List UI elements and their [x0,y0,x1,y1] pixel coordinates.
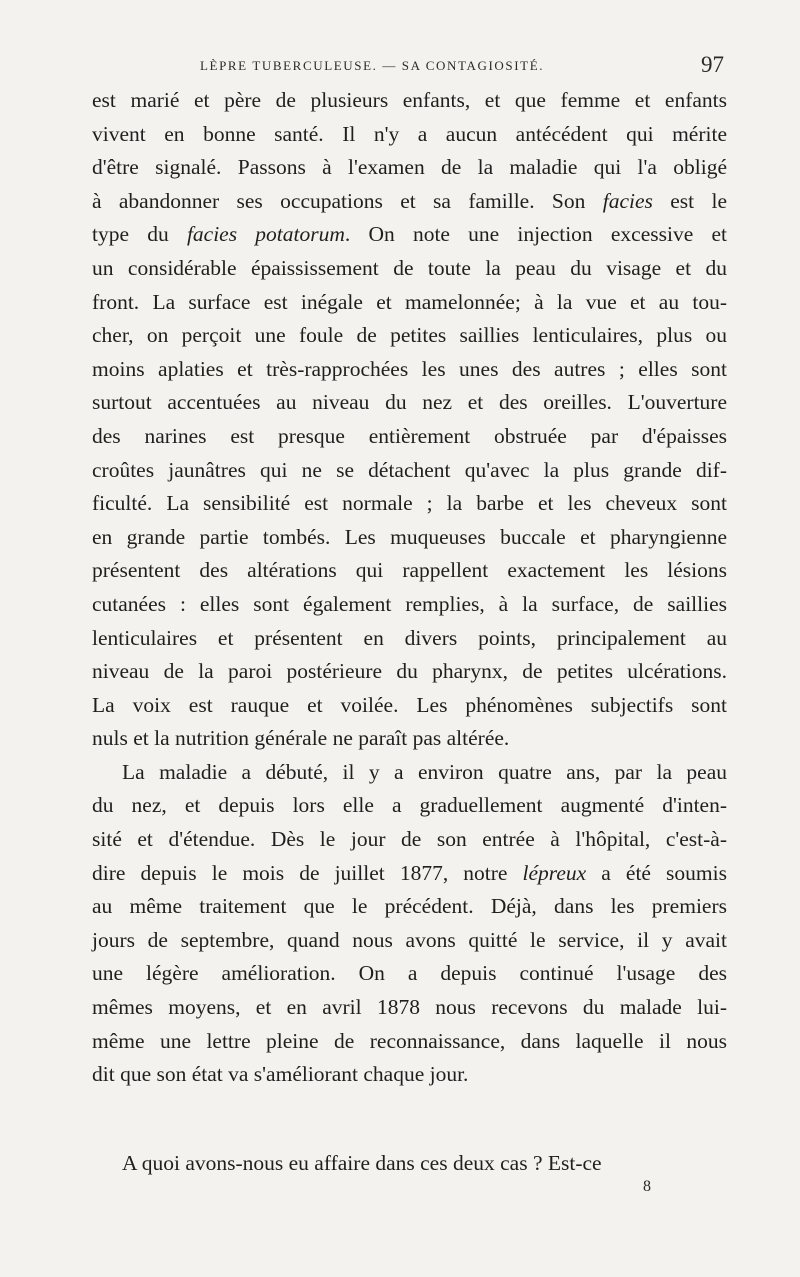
text-line: est marié et père de plusieurs enfants, et que femme et enfants [92,88,727,112]
closing-line [92,1147,727,1181]
text-line: une légère amélioration. On a depuis continué l'usage des [92,961,727,986]
text-line: même une lettre pleine de reconnaissance, dans laquelle il nous [92,1028,727,1053]
italic-term: facies potatorum [186,222,345,247]
text-line: présentent des altérations qui rappellent exactement les lésions [92,558,727,583]
text-line [92,857,727,891]
text-line: moins aplaties et très-rapprochées les unes des autres ; elles sont [92,356,727,381]
text-line: cutanées : elles sont également remplies, à la surface, de saillies [92,591,727,616]
text-line: lenticulaires et présentent en divers points, principalement au [92,625,727,650]
text-line: mêmes moyens, et en avril 1878 nous recevons du malade lui- [92,995,727,1020]
text-line: front. La surface est inégale et mamelonnée; à la vue et au tou- [92,289,727,314]
page-header [92,52,727,82]
text-line: d'être signalé. Passons à l'examen de la maladie qui l'a obligé [92,155,727,180]
text-line: jours de septembre, quand nous avons quitté le service, il y avait [92,927,727,952]
line-segment: type du [92,222,187,247]
running-title: LÈPRE TUBERCULEUSE. — SA CONTAGIOSITÉ. [200,58,545,73]
text-line: un considérable épaississement de toute la peau du visage et du [92,255,727,280]
italic-term: facies [602,188,653,213]
text-line: sité et d'étendue. Dès le jour de son entrée à l'hôpital, c'est-à- [92,827,727,852]
text-line: du nez, et depuis lors elle a graduellement augmenté d'inten- [92,793,727,818]
body-text [92,84,727,1092]
line-segment: est le [652,188,727,213]
text-line: ficulté. La sensibilité est normale ; la barbe et les cheveux sont [92,491,727,516]
text-line: A quoi avons-nous eu affaire dans ces deux cas ? Est-ce [122,1151,602,1175]
text-line [92,185,727,219]
text-line [92,218,727,252]
line-segment: dire depuis le mois de juillet 1877, notre [92,860,523,885]
text-line: niveau de la paroi postérieure du pharynx, de petites ulcérations. [92,659,727,684]
line-segment: à abandonner ses occupations et sa famille. Son [92,188,603,213]
text-line: La voix est rauque et voilée. Les phénomènes subjectifs sont [92,692,727,717]
text-line: en grande partie tombés. Les muqueuses buccale et pharyngienne [92,524,727,549]
text-line: cher, on perçoit une foule de petites saillies lenticulaires, plus ou [92,323,727,348]
text-line: surtout accentuées au niveau du nez et des oreilles. L'ouverture [92,390,727,415]
text-line: au même traitement que le précédent. Déjà, dans les premiers [92,894,727,919]
text-line: croûtes jaunâtres qui ne se détachent qu'avec la plus grande dif- [92,457,727,482]
signature-mark: 8 [643,1178,651,1195]
line-segment: a été soumis [586,860,727,885]
text-line: vivent en bonne santé. Il n'y a aucun antécédent qui mérite [92,121,727,146]
text-line: des narines est presque entièrement obstruée par d'épaisses [92,423,727,448]
text-line: nuls et la nutrition générale ne paraît pas altérée. [92,726,510,751]
text-line: La maladie a débuté, il y a environ quatre ans, par la peau [122,759,727,784]
line-segment: . On note une injection excessive et [344,222,727,247]
text-line: dit que son état va s'améliorant chaque jour. [92,1062,469,1087]
italic-term: lépreux [522,860,587,885]
page-number: 97 [701,52,724,77]
